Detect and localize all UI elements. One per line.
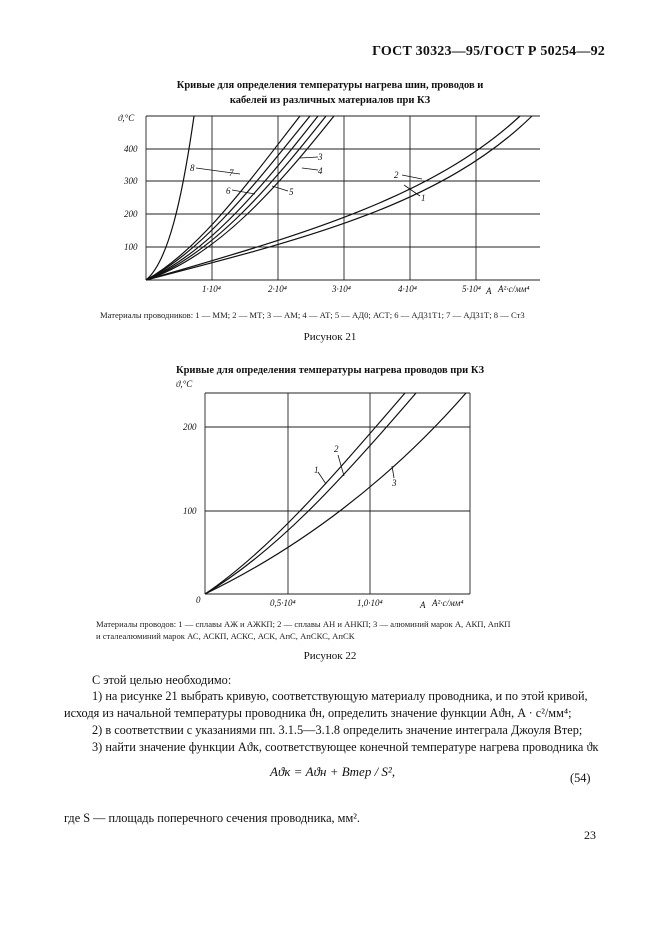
page-number: 23 — [584, 828, 596, 842]
fig22-label-2: 2 — [334, 444, 339, 454]
paragraph-item1-line2: исходя из начальной температуры проводника ϑн, определить значение функции Aϑн, A · c²/мм⁴; — [64, 706, 572, 720]
figure-22-legend — [96, 618, 616, 642]
paragraph-item1-line1: 1) на рисунке 21 выбрать кривую, соответствующую материалу проводника, и по этой кривой, — [92, 689, 588, 703]
equation-number: (54) — [570, 771, 591, 785]
fig22-y-tick: 100 — [183, 506, 197, 516]
fig21-leader-2 — [402, 175, 422, 179]
fig21-x-axis-label: A — [486, 286, 492, 296]
fig21-y-tick: 300 — [124, 176, 138, 186]
fig22-y-tick: 200 — [183, 422, 197, 432]
fig21-label-4: 4 — [318, 166, 323, 176]
fig21-label-1: 1 — [421, 193, 426, 203]
figure-21-caption: Рисунок 21 — [303, 331, 357, 343]
fig22-x-axis-label: A — [420, 600, 426, 610]
document-header: ГОСТ 30323—95/ГОСТ Р 50254—92 — [372, 44, 605, 59]
fig21-x-tick: 2·10⁴ — [268, 284, 287, 294]
fig22-curve-1 — [205, 393, 405, 594]
fig22-leader-1 — [318, 472, 326, 484]
paragraph-item2: 2) в соответствии с указаниями пп. 3.1.5—3.1.8 определить значение интеграла Джоуля Bтер; — [92, 723, 583, 737]
fig21-label-7: 7 — [229, 168, 234, 178]
fig21-label-8: 8 — [190, 163, 195, 173]
fig21-label-2: 2 — [394, 170, 399, 180]
fig21-curve-1 — [146, 116, 532, 280]
paragraph-item3: 3) найти значение функции Aϑк, соответствующее конечной температуре нагрева проводника ϑк — [92, 740, 599, 754]
figure-21-title-line2: кабелей из различных материалов при КЗ — [229, 95, 431, 106]
fig22-x-tick: 1,0·10⁴ — [357, 598, 383, 608]
fig21-leader-6 — [232, 190, 255, 194]
fig21-leader-3 — [300, 157, 318, 158]
fig21-x-tick: 4·10⁴ — [398, 284, 417, 294]
fig21-curve-3 — [146, 116, 318, 280]
formula-54: Aϑк = Aϑн + Bтер / S², — [270, 764, 396, 779]
paragraph-intro: С этой целью необходимо: — [92, 673, 232, 687]
figure-21-title-line1: Кривые для определения температуры нагрева шин, проводов и — [176, 80, 484, 91]
fig22-x-axis-unit: A²·c/мм⁴ — [432, 598, 464, 608]
figure-21-legend: Материалы проводников: 1 — ММ; 2 — МТ; 3 — АМ; 4 — АТ; 5 — АД0; АСТ; 6 — АД31Т1; 7 — АД31Т; 8 — Ст3 — [100, 310, 525, 320]
fig21-y-tick: 200 — [124, 209, 138, 219]
fig22-origin-label: 0 — [196, 595, 201, 605]
fig21-x-axis-unit: A²·c/мм⁴ — [498, 284, 530, 294]
fig21-x-tick: 3·10⁴ — [332, 284, 351, 294]
fig22-label-1: 1 — [314, 465, 319, 475]
fig21-label-6: 6 — [226, 186, 231, 196]
figure-22-legend-line1: Материалы проводов: 1 — сплавы АЖ и АЖКП; 2 — сплавы АН и АНКП; 3 — алюминий марок А, АКП, АпКП — [96, 619, 511, 629]
fig22-x-tick: 0,5·10⁴ — [270, 598, 296, 608]
fig21-curve-7 — [146, 116, 300, 280]
fig21-leader-4 — [302, 168, 318, 170]
fig21-leader-5 — [272, 186, 288, 191]
fig21-x-tick: 5·10⁴ — [462, 284, 481, 294]
fig21-y-axis-label: ϑ,°C — [118, 113, 135, 123]
fig22-y-axis-label: ϑ,°C — [176, 379, 193, 389]
figure-22-caption: Рисунок 22 — [303, 650, 357, 662]
fig21-y-tick: 100 — [124, 242, 138, 252]
figure-22-legend-line2: и сталеалюминий марок АС, АСКП, АСКС, АСК, АпС, АпСКС, АпСК — [96, 631, 355, 641]
fig22-leader-2 — [338, 455, 344, 476]
figure-22-curves — [205, 393, 466, 594]
fig22-curve-2 — [205, 393, 416, 594]
fig21-label-3: 3 — [318, 152, 323, 162]
fig21-label-5: 5 — [289, 187, 294, 197]
paragraph-where: где S — площадь поперечного сечения проводника, мм². — [64, 811, 361, 825]
fig22-label-3: 3 — [392, 478, 397, 488]
figure-22-title: Кривые для определения температуры нагрева проводов при КЗ — [175, 365, 485, 376]
fig21-y-tick: 400 — [124, 144, 138, 154]
fig21-curve-2 — [146, 116, 520, 280]
fig21-x-tick: 1·10⁴ — [202, 284, 221, 294]
